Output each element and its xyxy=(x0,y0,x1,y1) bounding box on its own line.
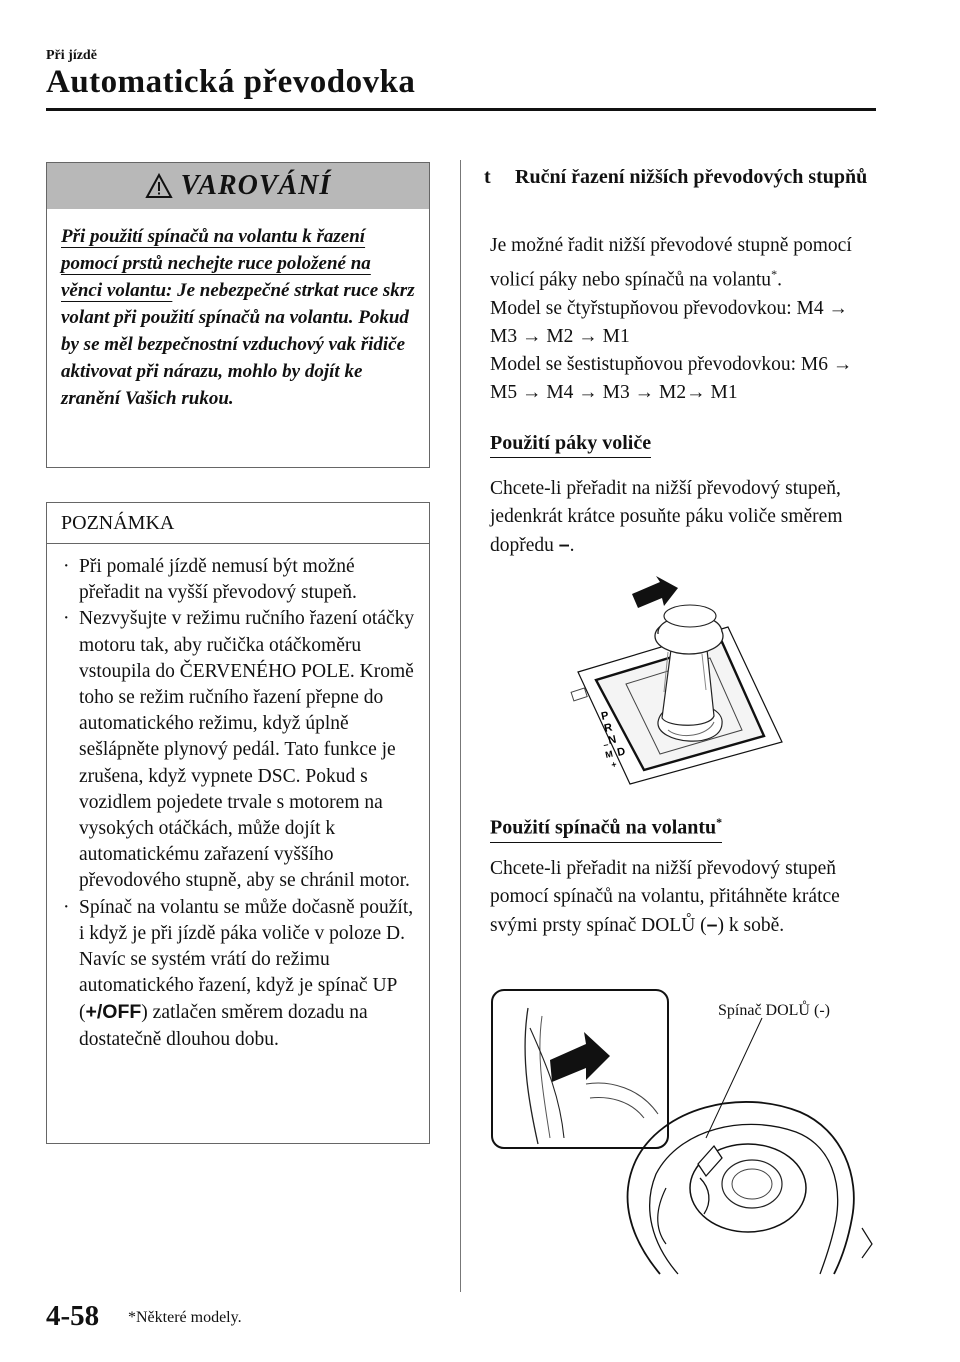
gate-label-n: N xyxy=(607,733,618,747)
gate-label-m: M xyxy=(604,748,614,760)
column-divider xyxy=(460,160,461,1292)
wheel-switch-text: Chcete-li přeřadit na nižší převodový stupeň pomocí spínačů na volantu, přitáhněte krátce svými prsty spínač DOLŮ ( xyxy=(490,858,840,936)
warning-title: VAROVÁNÍ xyxy=(180,170,332,201)
bullet: · xyxy=(63,608,70,630)
warning-header xyxy=(47,163,429,209)
model-4-sequence: Model se čtyřstupňovou převodovkou: M4 → M3 → M2 → M1 xyxy=(490,297,849,347)
intro-text: Je možné řadit nižší převodové stupně pomocí volicí páky nebo spínačů na volantu xyxy=(490,235,852,291)
intro-paragraph xyxy=(490,232,875,407)
warning-triangle-icon xyxy=(145,173,173,199)
manual-downshift-heading xyxy=(484,163,874,191)
note-item-text: Spínač na volantu se může dočasně použít, i když je při jízdě páka voliče v poloze D. Navíc se systém vrátí do režimu automatického řazení, když je spínač UP ( xyxy=(79,896,414,1024)
lever-paragraph xyxy=(490,475,875,560)
gate-label-r: R xyxy=(603,721,614,735)
bullet: · xyxy=(63,896,70,918)
footnote: *Některé modely. xyxy=(128,1309,242,1326)
gear-shifter-illustration xyxy=(560,572,800,792)
gate-label-p: P xyxy=(600,709,610,723)
wheel-switch-heading-text: Použití spínačů na volantu xyxy=(490,816,717,839)
heading-marker: t xyxy=(484,166,491,188)
gate-label-d: D xyxy=(616,745,627,759)
wheel-switch-heading xyxy=(490,815,722,843)
minus-symbol: – xyxy=(706,914,718,936)
warning-body xyxy=(47,209,429,412)
title-rule xyxy=(46,108,876,111)
note-title: POZNÁMKA xyxy=(47,503,429,544)
heading-text: Ruční řazení nižších převodových stupňů xyxy=(515,166,868,188)
section-label: Při jízdě xyxy=(46,48,97,63)
lever-text: Chcete-li přeřadit na nižší převodový stupeň, jedenkrát krátce posuňte páku voliče směrem dopředu xyxy=(490,478,843,556)
period: . xyxy=(569,535,575,556)
warning-box xyxy=(46,162,430,468)
note-item xyxy=(59,606,417,894)
wheel-switch-paragraph xyxy=(490,855,875,940)
note-item-text: Nezvyšujte v režimu ručního řazení otáčky motoru tak, aby ručička otáčkoměru vstoupila do ČERVENÉHO POLE. Kromě toho se režim ručního řazení přepne do automatického režimu, když úplně sešlápněte plynový pedál. Tato funkce je zrušena, když vypnete DSC. Pokud s vozidlem pojedete trvale s motorem na vysokých otáčkách, může dojít k automatickému zařazení vyššího převodového stupně, aby se chránil motor. xyxy=(79,608,415,892)
page-number: 4-58 xyxy=(46,1300,100,1332)
note-item xyxy=(59,895,417,1053)
wheel-switch-text-end: ) k sobě. xyxy=(717,915,785,936)
page-title: Automatická převodovka xyxy=(46,64,416,100)
warning-underlined-text: Při použití spínačů na volantu k řazení pomocí prstů nechejte ruce položené na věnci volantu: xyxy=(61,226,371,301)
note-item-text-end: ) zatlačen směrem dozadu na dostatečně dlouhou dobu. xyxy=(79,1002,368,1050)
lever-heading: Použití páky voliče xyxy=(490,432,651,458)
model-6-sequence: Model se šestistupňovou převodovkou: M6 → M5 → M4 → M3 → M2→ M1 xyxy=(490,353,853,403)
down-switch-callout: Spínač DOLŮ (-) xyxy=(718,1002,830,1019)
up-switch-label: +/OFF xyxy=(85,1001,142,1024)
note-box xyxy=(46,502,430,1144)
gate-label-minus: – xyxy=(602,739,610,750)
steering-wheel-illustration xyxy=(490,988,880,1278)
asterisk: * xyxy=(771,267,778,281)
asterisk: * xyxy=(716,815,723,829)
minus-symbol: – xyxy=(558,534,570,556)
gate-label-plus: + xyxy=(610,759,618,770)
intro-end: . xyxy=(777,269,782,291)
note-item xyxy=(59,554,417,606)
note-body xyxy=(47,544,429,1053)
note-item-text: Při pomalé jízdě nemusí být možné přeřadit na vyšší převodový stupeň. xyxy=(79,556,357,604)
warning-text: Je nebezpečné strkat ruce skrz volant při použití spínačů na volantu. Pokud by se měl bezpečnostní vzduchový vak řidiče aktivovat při nárazu, mohlo by dojít ke zranění Vašich rukou. xyxy=(61,280,415,409)
bullet: · xyxy=(63,556,70,577)
